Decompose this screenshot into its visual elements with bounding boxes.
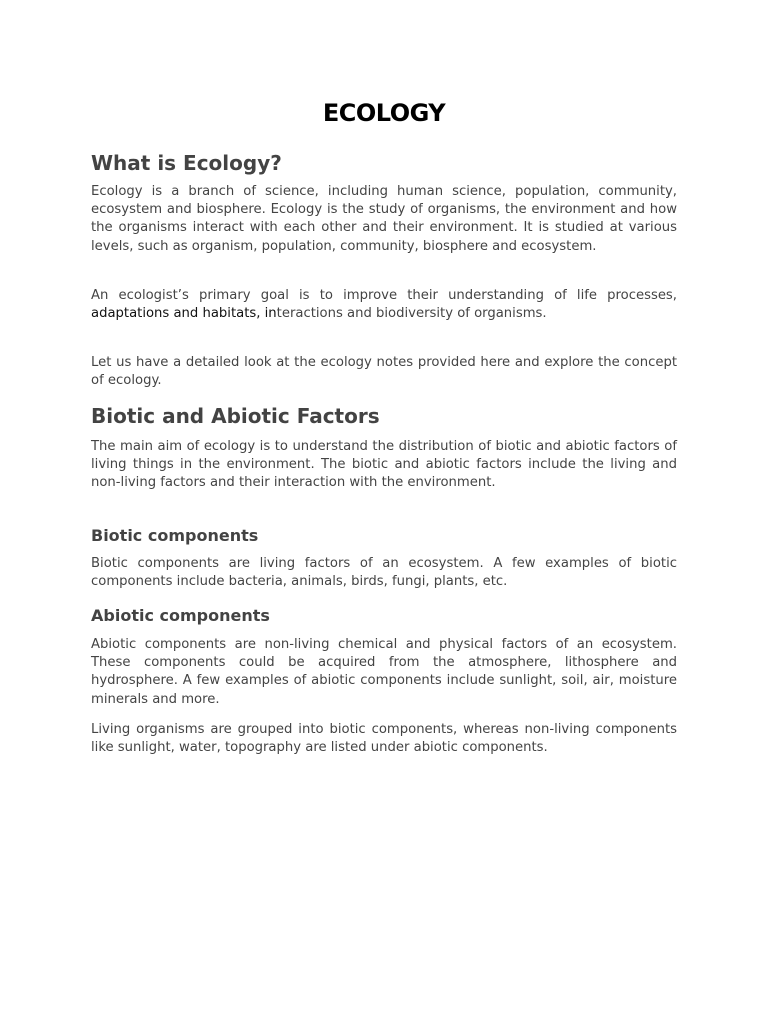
heading-biotic-abiotic-factors: Biotic and Abiotic Factors — [91, 404, 380, 428]
paragraph-ecologist-goal-start: An ecologist’s primary goal is to improve their understanding of life processes, — [91, 288, 677, 303]
adaptations-habitats-link[interactable]: adaptations and habitats, in — [91, 306, 277, 322]
document-title: ECOLOGY — [322, 99, 446, 127]
paragraph-detailed-look: Let us have a detailed look at the ecology notes provided here and explore the concept of ecology. — [91, 355, 677, 389]
paragraph-abiotic-components: Abiotic components are non-living chemical and physical factors of an ecosystem. These components could be acquired from the atmosphere, lithosphere and hydrosphere. A few examples of abiotic components include sunlight, soil, air, moisture minerals and more. — [91, 637, 677, 707]
paragraph-ecologist-goal-end: teractions and biodiversity of organisms. — [276, 306, 547, 322]
heading-biotic-components: Biotic components — [91, 526, 259, 545]
heading-abiotic-components: Abiotic components — [91, 606, 270, 625]
paragraph-biotic-components: Biotic components are living factors of an ecosystem. A few examples of biotic components include bacteria, animals, birds, fungi, plants, etc. — [91, 556, 677, 590]
paragraph-ecologist-goal — [91, 287, 677, 323]
paragraph-main-aim: The main aim of ecology is to understand the distribution of biotic and abiotic factors of living things in the environment. The biotic and abiotic factors include the living and non-living factors and their interaction with the environment. — [91, 439, 677, 491]
paragraph-living-organisms: Living organisms are grouped into biotic components, whereas non-living components like sunlight, water, topography are listed under abiotic components. — [91, 722, 677, 756]
heading-what-is-ecology: What is Ecology? — [91, 151, 282, 175]
paragraph-ecology-definition: Ecology is a branch of science, including human science, population, community, ecosystem and biosphere. Ecology is the study of organisms, the environment and how the organisms interact with each other and their environment. It is studied at various levels, such as organism, population, community, biosphere and ecosystem. — [91, 184, 677, 254]
